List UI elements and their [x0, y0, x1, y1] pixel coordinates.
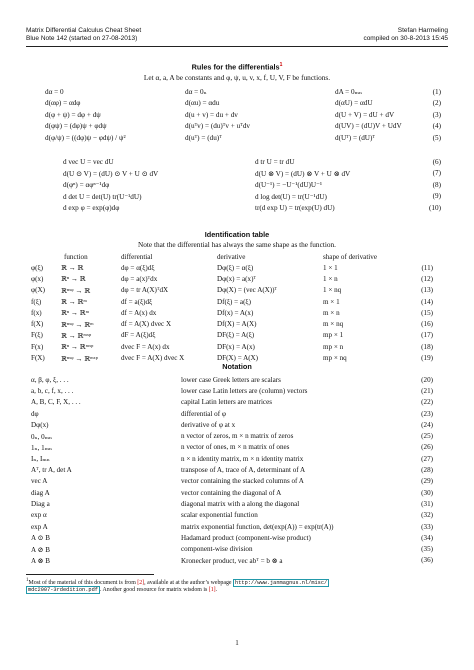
identification-row — [31, 307, 433, 318]
function-mapping: ℝ → ℝᵐ — [61, 298, 87, 307]
rule-left: d exp φ = exp(φ)dφ — [63, 203, 120, 212]
notation-row — [31, 374, 433, 385]
notation-symbol: Iₙ, Iₘₙ — [31, 455, 50, 464]
derivative-form: Dφ(ξ) = α(ξ) — [217, 263, 254, 272]
notation-description: vector containing the stacked columns of A — [181, 477, 304, 486]
function-symbol: f(X) — [31, 320, 44, 329]
notation-description: Hadamard product (component-wise product) — [181, 533, 311, 542]
header-title: Matrix Differential Calculus Cheat Sheet — [26, 27, 142, 34]
rule-right: d log det(U) = tr(U⁻¹dU) — [255, 192, 327, 201]
vector-rule: d(u + v) = du + dv — [185, 110, 238, 119]
equation-number: (16) — [421, 320, 433, 329]
function-symbol: φ(X) — [31, 286, 45, 295]
derivative-form: DF(x) = A(x) — [217, 342, 255, 351]
notation-symbol: exp A — [31, 522, 48, 531]
footnote-text: Most of the material of this document is from — [28, 579, 136, 586]
derivative-shape: m × nq — [323, 320, 344, 329]
equation-number: (35) — [421, 545, 433, 554]
equation-number: (30) — [421, 488, 433, 497]
equation-number: (3) — [432, 110, 441, 119]
identification-title: Identification table — [204, 230, 270, 239]
identification-header-row — [31, 252, 433, 262]
equation-row — [45, 132, 441, 144]
equation-number: (7) — [432, 169, 441, 178]
notation-table — [31, 374, 433, 566]
rules-subtitle: Let α, a, A be constants and φ, ψ, u, v, x, f, U, V, F be functions. — [143, 73, 331, 82]
rule-left: d(φⁿ) = αφⁿ⁻¹dφ — [63, 181, 110, 190]
notation-description: n vector of zeros, m × n matrix of zeros — [181, 432, 294, 441]
differential-form: dF = A(ξ)dξ — [121, 331, 156, 340]
notation-description: Kronecker product, vec abᵀ = b ⊗ a — [181, 556, 283, 565]
equation-number: (20) — [421, 375, 433, 384]
equation-row — [45, 191, 441, 203]
derivative-shape: 1 × nq — [323, 286, 342, 295]
equation-number: (14) — [421, 297, 433, 306]
equation-row — [45, 98, 441, 110]
notation-description: capital Latin letters are matrices — [181, 398, 272, 407]
rule-right: d(U⁻¹) = −U⁻¹(dU)U⁻¹ — [255, 181, 323, 190]
derivative-shape: m × 1 — [323, 297, 340, 306]
notation-row — [31, 464, 433, 475]
function-mapping: ℝⁿˣᵠ → ℝ — [61, 286, 91, 295]
function-symbol: f(x) — [31, 308, 42, 317]
citation-link-2[interactable]: [1] — [208, 587, 216, 594]
notation-row — [31, 453, 433, 464]
matrix-rule: d(U + V) = dU + dV — [335, 110, 395, 119]
equation-number: (6) — [432, 157, 441, 166]
differential-form: dφ = α(ξ)dξ — [121, 263, 155, 272]
identification-row — [31, 285, 433, 296]
notation-row — [31, 555, 433, 566]
equation-row — [45, 109, 441, 121]
equation-number: (27) — [421, 454, 433, 463]
scalar-rule: d(φ/ψ) = ((dφ)ψ − φdψ) / ψ² — [45, 133, 126, 142]
notation-description: n vector of ones, m × n matrix of ones — [181, 443, 290, 452]
derivative-shape: mp × n — [323, 342, 344, 351]
function-mapping: ℝ → ℝ — [61, 264, 84, 273]
footnote-text-mid: , available at at the author’s webpage — [144, 579, 232, 586]
notation-symbol: A ⊘ B — [31, 545, 50, 554]
rules-group-2 — [45, 156, 441, 214]
derivative-shape: mp × 1 — [323, 331, 344, 340]
notation-row — [31, 543, 433, 554]
notation-symbol: a, b, c, f, x, . . . — [31, 386, 74, 395]
equation-number: (25) — [421, 432, 433, 441]
equation-number: (31) — [421, 499, 433, 508]
function-mapping: ℝⁿ → ℝᵐ — [61, 309, 90, 318]
notation-symbol: vec A — [31, 477, 48, 486]
notation-symbol: dφ — [31, 409, 39, 418]
equation-number: (33) — [421, 522, 433, 531]
notation-description: scalar exponential function — [181, 511, 258, 520]
notation-row — [31, 442, 433, 453]
equation-number: (36) — [421, 556, 433, 565]
equation-number: (21) — [421, 386, 433, 395]
notation-row — [31, 532, 433, 543]
derivative-form: Df(X) = A(X) — [217, 320, 257, 329]
equation-number: (18) — [421, 342, 433, 351]
notation-symbol: diag A — [31, 488, 50, 497]
function-symbol: F(x) — [31, 342, 44, 351]
differential-form: dφ = tr A(X)ᵀdX — [121, 286, 169, 295]
notation-symbol: 1ₙ, 1ₘₙ — [31, 443, 53, 452]
equation-row — [45, 121, 441, 133]
header-shape-col: shape of derivative — [323, 253, 377, 261]
scalar-rule: d(φ + ψ) = dφ + dψ — [45, 110, 101, 119]
derivative-shape: mp × nq — [323, 354, 347, 363]
identification-row — [31, 273, 433, 284]
notation-row — [31, 419, 433, 430]
vector-rule: dα = 0ₙ — [185, 88, 207, 97]
notation-row — [31, 521, 433, 532]
notation-row — [31, 476, 433, 487]
rules-group-1 — [45, 86, 441, 144]
function-symbol: F(ξ) — [31, 331, 43, 340]
rule-left: d vec U = vec dU — [63, 157, 114, 166]
notation-row — [31, 430, 433, 441]
notation-row — [31, 487, 433, 498]
notation-symbol: exp α — [31, 511, 47, 520]
notation-row — [31, 408, 433, 419]
equation-number: (22) — [421, 398, 433, 407]
notation-description: derivative of φ at x — [181, 420, 236, 429]
header-derivative-col: derivative — [217, 253, 246, 261]
rule-right: d(U ⊗ V) = (dU) ⊗ V + U ⊗ dV — [255, 169, 351, 178]
equation-number: (10) — [429, 203, 441, 212]
vector-rule: d(αu) = αdu — [185, 99, 220, 108]
identification-row — [31, 262, 433, 273]
header-function-col: function — [64, 253, 88, 261]
equation-number: (34) — [421, 533, 433, 542]
notation-description: differential of φ — [181, 409, 226, 418]
differential-form: dφ = a(x)ᵀdx — [121, 274, 158, 283]
derivative-shape: m × n — [323, 308, 340, 317]
notation-row — [31, 498, 433, 509]
equation-number: (24) — [421, 420, 433, 429]
footnote-mark: 1 — [26, 578, 29, 583]
identification-table — [31, 252, 433, 364]
author-webpage-link[interactable]: http://www.janmagnus.nl/misc/ — [235, 579, 328, 586]
equation-number: (13) — [421, 286, 433, 295]
equation-number: (32) — [421, 511, 433, 520]
equation-number: (8) — [432, 180, 441, 189]
function-mapping: ℝ → ℝᵐˣᵖ — [61, 331, 92, 340]
function-symbol: φ(x) — [31, 274, 44, 283]
notation-description: lower case Greek letters are scalars — [181, 375, 281, 384]
header-author: Stefan Harmeling — [397, 27, 448, 34]
notation-symbol: A, B, C, F, X, . . . — [31, 398, 81, 407]
differential-form: dvec F = A(x) dx — [121, 342, 170, 351]
vector-rule: d(uᵀv) = (du)ᵀv + uᵀdv — [185, 122, 251, 131]
equation-row — [45, 86, 441, 98]
equation-number: (9) — [432, 192, 441, 201]
notation-symbol: 0ₙ, 0ₘₙ — [31, 432, 53, 441]
equation-number: (15) — [421, 308, 433, 317]
equation-row — [45, 168, 441, 180]
derivative-form: DF(ξ) = A(ξ) — [217, 331, 255, 340]
notation-row — [31, 397, 433, 408]
differential-form: dvec F = A(X) dvec X — [121, 354, 185, 363]
equation-number: (11) — [421, 263, 433, 272]
notation-symbol: α, β, φ, ξ, . . . — [31, 375, 69, 384]
equation-number: (2) — [432, 99, 441, 108]
matrix-rule: d(Uᵀ) = (dU)ᵀ — [335, 133, 375, 142]
equation-number: (5) — [432, 133, 441, 142]
footnote-text-after: . Another good resource for matrix wisdom is — [99, 587, 208, 594]
derivative-form: Dφ(x) = a(x)ᵀ — [217, 274, 257, 283]
identification-row — [31, 341, 433, 352]
function-mapping: ℝⁿˣᵠ → ℝᵐ — [61, 320, 94, 329]
equation-number: (23) — [421, 409, 433, 418]
footnote-rule — [26, 574, 154, 575]
derivative-form: Dφ(X) = (vec A(X))ᵀ — [217, 286, 278, 295]
differential-form: df = A(x) dx — [121, 308, 157, 317]
rule-right: tr(d exp U) = tr(exp(U) dU) — [255, 203, 335, 212]
equation-number: (19) — [421, 354, 433, 363]
equation-number: (17) — [421, 331, 433, 340]
equation-row — [45, 156, 441, 168]
header-note: Blue Note 142 (started on 27-08-2013) — [26, 35, 138, 43]
scalar-rule: dα = 0 — [45, 87, 64, 96]
rules-title: Rules for the differentials$^1$ — [191, 62, 283, 72]
identification-row — [31, 318, 433, 329]
rule-right: d tr U = tr dU — [255, 157, 295, 166]
identification-subtitle: Note that the differential has always the same shape as the function. — [137, 240, 337, 249]
notation-row — [31, 385, 433, 396]
matrix-rule: d(αU) = αdU — [335, 99, 373, 108]
notation-description: transpose of A, trace of A, determinant of A — [181, 466, 306, 475]
matrix-rule: d(UV) = (dU)V + UdV — [335, 122, 402, 131]
derivative-form: Df(x) = A(x) — [217, 308, 254, 317]
notation-symbol: Aᵀ, tr A, det A — [31, 466, 72, 475]
function-symbol: φ(ξ) — [31, 263, 43, 272]
header-compiled: compiled on 30-8-2013 15:45 — [363, 35, 448, 43]
notation-description: matrix exponential function, det(exp(A)) = exp(tr(A)) — [181, 522, 334, 531]
author-webpage-link-cont[interactable]: mdc2007-3rdedition.pdf — [28, 587, 98, 594]
derivative-shape: 1 × n — [323, 274, 338, 283]
derivative-form: DF(X) = A(X) — [217, 354, 259, 363]
equation-row — [45, 202, 441, 214]
notation-description: component-wise division — [181, 545, 253, 554]
derivative-shape: 1 × 1 — [323, 263, 338, 272]
equation-number: (28) — [421, 466, 433, 475]
header-differential-col: differential — [121, 253, 153, 261]
notation-description: diagonal matrix with a along the diagonal — [181, 499, 300, 508]
derivative-form: Df(ξ) = a(ξ) — [217, 297, 251, 306]
notation-description: n × n identity matrix, m × n identity matrix — [181, 454, 304, 463]
notation-description: vector containing the diagonal of A — [181, 488, 282, 497]
notation-symbol: Dφ(x) — [31, 420, 49, 429]
notation-row — [31, 510, 433, 521]
header-rule — [26, 46, 448, 47]
rule-left: d det U = det(U) tr(U⁻¹dU) — [63, 192, 142, 201]
differential-form: df = A(X) dvec X — [121, 320, 172, 329]
identification-row — [31, 330, 433, 341]
equation-number: (12) — [421, 274, 433, 283]
notation-symbol: Diag a — [31, 499, 50, 508]
equation-number: (1) — [432, 87, 441, 96]
function-symbol: F(X) — [31, 354, 45, 363]
citation-link[interactable]: [2] — [137, 579, 145, 586]
function-symbol: f(ξ) — [31, 297, 42, 306]
equation-number: (26) — [421, 443, 433, 452]
rule-left: d(U ⊙ V) = (dU) ⊙ V + U ⊙ dV — [63, 169, 159, 178]
function-mapping: ℝⁿ → ℝᵐˣᵖ — [61, 343, 94, 352]
notation-symbol: A ⊗ B — [31, 556, 50, 565]
identification-row — [31, 296, 433, 307]
notation-title: Notation — [222, 362, 252, 371]
equation-number: (4) — [432, 122, 441, 131]
vector-rule: d(uᵀ) = (du)ᵀ — [185, 133, 222, 142]
scalar-rule: d(αφ) = αdφ — [45, 99, 81, 108]
function-mapping: ℝⁿˣᵠ → ℝᵐˣᵖ — [61, 354, 98, 363]
footnote-end: . — [215, 587, 218, 594]
notation-description: lower case Latin letters are (column) vectors — [181, 386, 308, 395]
notation-symbol: A ⊙ B — [31, 534, 50, 543]
footnote — [26, 577, 448, 595]
differential-form: df = a(ξ)dξ — [121, 297, 153, 306]
scalar-rule: d(φψ) = (dφ)ψ + φdψ — [45, 122, 107, 131]
matrix-rule: dA = 0ₘₙ — [335, 88, 363, 97]
equation-row — [45, 179, 441, 191]
footnote-link[interactable]: 1 — [279, 62, 283, 68]
function-mapping: ℝⁿ → ℝ — [61, 275, 86, 284]
equation-number: (29) — [421, 477, 433, 486]
page-number: 1 — [235, 639, 239, 647]
